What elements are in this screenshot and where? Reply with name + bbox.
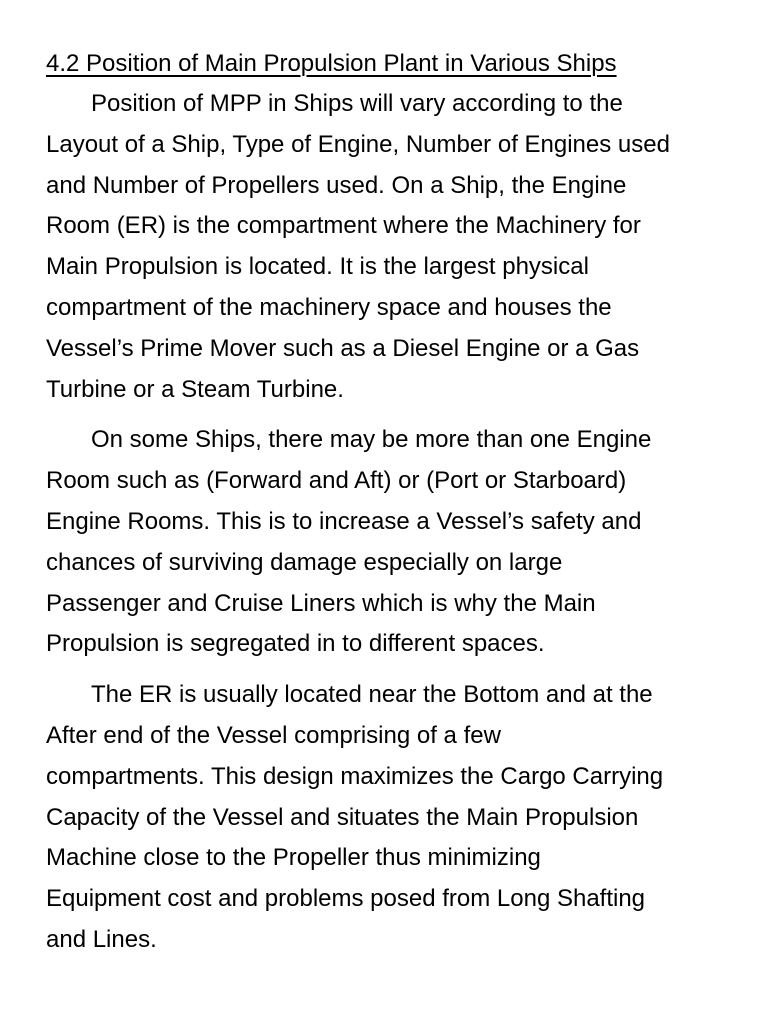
paragraph-line: Propulsion is segregated in to different spaces. (46, 630, 545, 658)
paragraph-line: compartment of the machinery space and houses the (46, 293, 612, 321)
paragraph-3 (46, 675, 768, 961)
paragraph-line: Passenger and Cruise Liners which is why the Main (46, 589, 596, 617)
paragraph-line: Vessel’s Prime Mover such as a Diesel Engine or a Gas (46, 334, 640, 362)
paragraph-2 (46, 420, 768, 665)
paragraph-line: Equipment cost and problems posed from Long Shafting (46, 885, 646, 913)
paragraph-line: Layout of a Ship, Type of Engine, Number of Engines used (46, 130, 670, 158)
section-heading: 4.2 Position of Main Propulsion Plant in Various Ships (46, 50, 617, 77)
paragraph-line: After end of the Vessel comprising of a few (46, 721, 501, 749)
paragraph-line: Capacity of the Vessel and situates the Main Propulsion (46, 803, 639, 831)
paragraph-line: and Number of Propellers used. On a Ship, the Engine (46, 171, 627, 199)
paragraph-line: Main Propulsion is located. It is the largest physical (46, 253, 589, 281)
paragraph-1 (46, 84, 768, 410)
paragraph-line: Position of MPP in Ships will vary according to the (91, 90, 623, 117)
paragraph-line: and Lines. (46, 925, 157, 953)
paragraph-line: On some Ships, there may be more than one Engine (91, 426, 652, 454)
paragraph-line: The ER is usually located near the Bottom and at the (91, 681, 653, 709)
paragraph-line: Room such as (Forward and Aft) or (Port or Starboard) (46, 467, 627, 495)
paragraph-line: chances of surviving damage especially on large (46, 548, 563, 576)
paragraph-line: compartments. This design maximizes the Cargo Carrying (46, 762, 664, 790)
paragraph-line: Machine close to the Propeller thus minimizing (46, 844, 541, 872)
paragraph-line: Engine Rooms. This is to increase a Vessel’s safety and (46, 507, 642, 535)
paragraph-line: Room (ER) is the compartment where the Machinery for (46, 212, 641, 240)
paragraph-line: Turbine or a Steam Turbine. (46, 375, 344, 403)
